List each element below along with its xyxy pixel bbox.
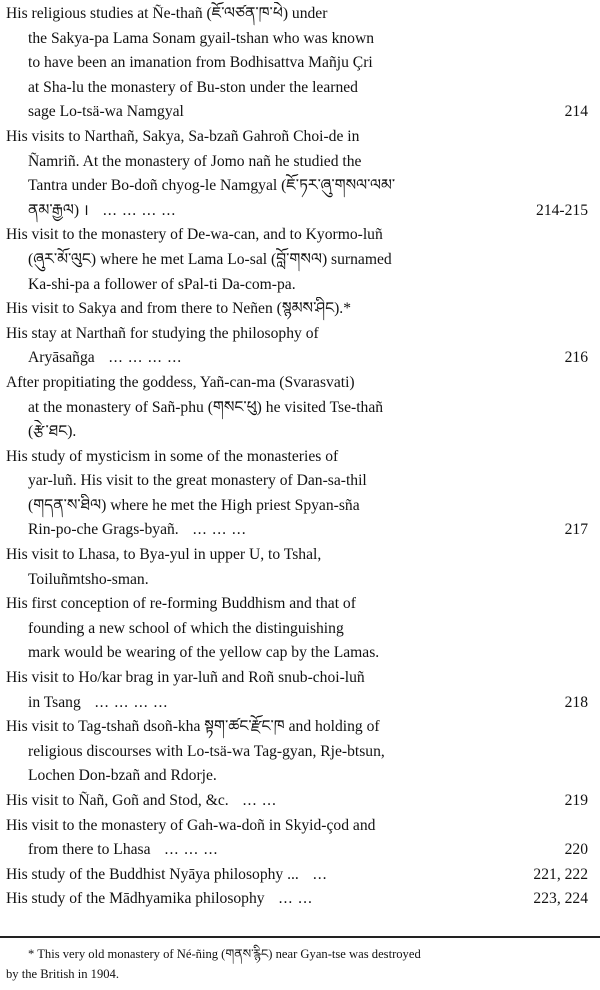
page-number: 217: [564, 521, 588, 539]
entry-line: [6, 396, 594, 421]
page-number: 223, 224: [533, 890, 588, 908]
entry-line: [6, 223, 594, 248]
entry-text: His visit to Ñañ, Goñ and Stod, &c.: [6, 792, 229, 809]
entry-line: [6, 814, 594, 839]
entry-line: [6, 248, 594, 273]
contents-entry: [6, 814, 594, 863]
entry-text: His visit to Ho/kar brag in yar-luñ and Roñ snub-choi-luñ: [6, 669, 365, 687]
leader-dots: ... ... ... ...: [102, 201, 177, 219]
entry-line: [6, 322, 594, 347]
contents-entry: [6, 863, 594, 888]
entry-line: [6, 838, 594, 863]
entry-text: His stay at Narthañ for studying the philosophy of: [6, 324, 319, 342]
page-number: 214-215: [536, 201, 588, 219]
contents-entry: [6, 715, 594, 789]
entry-text: mark would be wearing of the yellow cap by the Lamas.: [28, 644, 380, 662]
entry-line: [6, 174, 594, 199]
entry-text: Ka-shi-pa a follower of sPal-ti Da-com-pa.: [28, 275, 296, 293]
footnote-line: by the British in 1904.: [6, 967, 119, 981]
page-number: 219: [564, 792, 588, 809]
contents-entry: [6, 789, 594, 814]
contents-entry: [6, 666, 594, 715]
entry-text: His visit to Lhasa, to Bya-yul in upper U, to Tshal,: [6, 546, 322, 564]
entry-text: sage Lo-tsä-wa Namgyal: [28, 103, 184, 121]
entry-line: [6, 297, 594, 322]
entry-text: yar-luñ. His visit to the great monastery of Dan-sa-thil: [28, 472, 367, 490]
entry-line: [6, 445, 594, 470]
entry-line: [6, 568, 594, 593]
entry-text: Tantra under Bo-doñ chyog-le Namgyal (ཇོ་ཏར་ཞུ་གསལ་ལམ་: [28, 177, 396, 195]
footnote: [6, 944, 592, 984]
page-number: 221, 222: [533, 865, 588, 883]
contents-entry: [6, 125, 594, 223]
leader-dots: ...: [312, 865, 328, 883]
contents-entry: [6, 2, 594, 125]
entry-line: [6, 617, 594, 642]
entry-text: (རྩེ་ཐང).: [28, 423, 77, 441]
entry-line: [6, 273, 594, 298]
entry-line: [6, 666, 594, 691]
page-number: 218: [564, 693, 588, 711]
entry-text: His study of mysticism in some of the monasteries of: [6, 447, 339, 465]
entry-line: [6, 27, 594, 52]
entry-text: (གདན་ས་ཐིལ) where he met the High priest Spyan-sña: [28, 496, 360, 514]
entry-line: [6, 543, 594, 568]
entry-line: [6, 150, 594, 175]
entry-text: After propitiating the goddess, Yañ-can-ma (Svarasvati): [6, 373, 355, 391]
leader-dots: ... ...: [278, 890, 313, 908]
entry-text: religious discourses with Lo-tsä-wa Tag-gyan, Rje-btsun,: [28, 742, 385, 760]
entry-line: [6, 641, 594, 666]
entry-line: [6, 125, 594, 150]
entry-text: Toiluñmtsho-sman.: [28, 570, 149, 588]
contents-entry: [6, 322, 594, 371]
entry-text: to have been an imanation from Bodhisattva Mañju Çri: [28, 54, 373, 72]
leader-dots: ... ... ... ...: [94, 693, 169, 711]
contents-entry: [6, 543, 594, 592]
page-number: 220: [564, 841, 588, 859]
entry-text: His visit to Sakya and from there to Neñen (སྙམས་ཤིང).*: [6, 300, 352, 318]
entry-line: [6, 100, 594, 125]
entry-line: [6, 764, 594, 789]
leader-dots: ... ... ...: [164, 841, 219, 859]
entry-text: His study of the Mādhyamika philosophy: [6, 890, 265, 908]
entry-text: at Sha-lu the monastery of Bu-ston under the learned: [28, 78, 358, 96]
entry-text: Ñamriñ. At the monastery of Jomo nañ he studied the: [28, 152, 362, 170]
entry-line: [6, 76, 594, 101]
entry-line: [6, 740, 594, 765]
leader-dots: ... ... ...: [192, 521, 247, 539]
entry-text: His study of the Buddhist Nyāya philosophy ...: [6, 865, 299, 883]
entry-line: [6, 420, 594, 445]
leader-dots: ... ...: [242, 792, 277, 809]
entry-line: [6, 715, 594, 740]
page-number: 216: [564, 349, 588, 367]
contents-entry: [6, 445, 594, 543]
entry-line: [6, 51, 594, 76]
entry-line: [6, 863, 594, 888]
entry-line: [6, 691, 594, 716]
entry-text: His first conception of re-forming Buddhism and that of: [6, 595, 356, 613]
entry-text: His visits to Narthañ, Sakya, Sa-bzañ Gahroñ Choi-de in: [6, 127, 360, 145]
entry-text: the Sakya-pa Lama Sonam gyail-tshan who was known: [28, 29, 375, 47]
entry-text: at the monastery of Sañ-phu (གསང་ཕུ) he visited Tse-thañ: [28, 398, 384, 416]
footnote-divider: [0, 936, 600, 938]
contents-entry: [6, 592, 594, 666]
entry-line: [6, 2, 594, 27]
entry-line: [6, 346, 594, 371]
entry-text: His religious studies at Ñe-thañ (ཇོ་ལཙན་ཁ་ཕེ) under: [6, 5, 328, 22]
entry-text: Lochen Don-bzañ and Rdorje.: [28, 767, 217, 785]
entry-line: [6, 592, 594, 617]
footnote-line: * This very old monastery of Né-ñing (གནས་རྙིང) near Gyan-tse was destroyed: [28, 947, 421, 961]
contents-entry: [6, 887, 594, 912]
entry-text: His visit to the monastery of De-wa-can, and to Kyormo-luñ: [6, 226, 383, 244]
entry-line: [6, 199, 594, 224]
page-number: 214: [564, 103, 588, 121]
contents-entry: [6, 371, 594, 445]
entry-line: [6, 887, 594, 912]
entry-text: Rin-po-che Grags-byañ.: [28, 521, 179, 539]
entry-text: founding a new school of which the distinguishing: [28, 619, 344, 637]
entry-text: in Tsang: [28, 693, 81, 711]
entry-line: [6, 518, 594, 543]
entry-text: ནམ་རྒྱལ) ।: [28, 201, 89, 219]
entry-line: [6, 469, 594, 494]
entry-text: Aryāsañga: [28, 349, 95, 367]
entry-text: His visit to Tag-tshañ dsoñ-kha སྟག་ཚང་རྫོང་ཁ and holding of: [6, 718, 380, 736]
contents-entry: [6, 223, 594, 297]
entry-line: [6, 789, 594, 814]
leader-dots: ... ... ... ...: [108, 349, 183, 367]
entry-line: [6, 494, 594, 519]
entry-text: from there to Lhasa: [28, 841, 151, 859]
contents-entry: [6, 297, 594, 322]
entry-text: His visit to the monastery of Gah-wa-doñ in Skyid-çod and: [6, 816, 376, 834]
entry-text: (ཞུར་མོ་ལུང) where he met Lama Lo-sal (བློ་གསལ) surnamed: [28, 250, 392, 268]
entry-line: [6, 371, 594, 396]
table-of-contents: [6, 2, 594, 912]
